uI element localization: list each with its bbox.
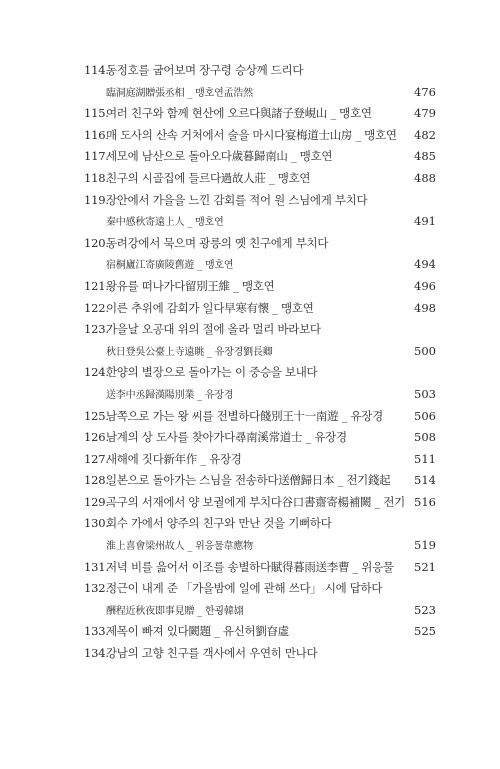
entry-number: 132. xyxy=(84,581,109,596)
toc-entry xyxy=(84,60,436,82)
page-number: 516 xyxy=(414,494,436,509)
entry-title: 세모에 남산으로 돌아오다歲暮歸南山 _ 맹호연 xyxy=(106,149,333,164)
page-number: 503 xyxy=(414,386,436,401)
page-number: 498 xyxy=(414,300,436,315)
toc-entry xyxy=(84,168,436,190)
entry-title: 이른 추위에 감회가 일다早寒有懷 _ 맹호연 xyxy=(106,300,314,315)
entry-number: 117. xyxy=(84,149,109,164)
toc-entry xyxy=(84,427,436,449)
toc-entry xyxy=(84,276,436,298)
entry-title: 한양의 별장으로 돌아가는 이 중승을 보내다 xyxy=(106,365,318,380)
toc-entry-subtitle-row xyxy=(84,384,436,406)
entry-title: 강남의 고향 친구를 객사에서 우연히 만나다 xyxy=(106,646,318,661)
entry-number: 119. xyxy=(84,192,109,207)
entry-subtitle: 秦中感秋寄遠上人 _ 맹호연 xyxy=(106,217,224,229)
page-number: 525 xyxy=(414,624,436,639)
entry-number: 121. xyxy=(84,278,109,293)
entry-number: 131. xyxy=(84,559,109,574)
entry-title: 장안에서 가을을 느낀 감회를 적어 원 스님에게 부치다 xyxy=(106,192,368,207)
page-number: 506 xyxy=(414,408,436,423)
page-number: 476 xyxy=(414,84,436,99)
entry-number: 118. xyxy=(84,170,109,185)
entry-number: 116. xyxy=(84,127,109,142)
toc-entry xyxy=(84,233,436,255)
toc-entry-subtitle-row xyxy=(84,254,436,276)
entry-title: 정근이 내게 준 「가을밤에 일에 관해 쓰다」 시에 답하다 xyxy=(106,581,383,596)
toc-entry xyxy=(84,362,436,384)
page-number: 496 xyxy=(414,278,436,293)
page-number: 500 xyxy=(414,343,436,358)
entry-subtitle: 淮上喜會梁州故人 _ 위응물韋應物 xyxy=(106,541,253,553)
toc-entry-subtitle-row xyxy=(84,341,436,363)
entry-title: 여러 친구와 함께 현산에 오르다與諸子登峴山 _ 맹호연 xyxy=(106,106,372,121)
entry-number: 124. xyxy=(84,365,109,380)
entry-number: 120. xyxy=(84,235,109,250)
toc-entry xyxy=(84,470,436,492)
page-number: 482 xyxy=(414,127,436,142)
entry-title: 저녁 비를 읊어서 이조를 송별하다賦得暮雨送李曹 _ 위응물 xyxy=(106,559,394,574)
toc-entry xyxy=(84,449,436,471)
page-number: 494 xyxy=(414,257,436,272)
toc-entry xyxy=(84,643,436,665)
entry-subtitle: 酬程近秋夜即事見贈 _ 한굉韓翃 xyxy=(106,605,244,617)
entry-title: 가을날 오공대 위의 절에 올라 멀리 바라보다 xyxy=(106,322,321,337)
entry-number: 130. xyxy=(84,516,109,531)
toc-entry xyxy=(84,406,436,428)
entry-number: 128. xyxy=(84,473,109,488)
entry-number: 133. xyxy=(84,624,109,639)
entry-title: 새해에 짓다新年作 _ 유장경 xyxy=(106,451,242,466)
entry-number: 125. xyxy=(84,408,109,423)
entry-title: 매 도사의 산속 거처에서 술을 마시다宴梅道士山房 _ 맹호연 xyxy=(106,127,397,142)
page-number: 521 xyxy=(414,559,436,574)
page-number: 479 xyxy=(414,106,436,121)
toc-entry xyxy=(84,621,436,643)
toc-entry xyxy=(84,190,436,212)
entry-number: 126. xyxy=(84,430,109,445)
toc-entry xyxy=(84,125,436,147)
toc-entry xyxy=(84,492,436,514)
entry-number: 123. xyxy=(84,322,109,337)
toc-entry-subtitle-row xyxy=(84,600,436,622)
toc-entry xyxy=(84,513,436,535)
entry-title: 남계의 상 도사를 찾아가다尋南溪常道士 _ 유장경 xyxy=(106,430,347,445)
entry-number: 115. xyxy=(84,106,109,121)
toc-entry xyxy=(84,103,436,125)
entry-title: 제목이 빠져 있다闕題 _ 유신허劉昚虛 xyxy=(106,624,289,639)
entry-title: 회수 가에서 양주의 친구와 만난 것을 기뻐하다 xyxy=(106,516,332,531)
entry-number: 129. xyxy=(84,494,109,509)
table-of-contents xyxy=(84,60,436,665)
page-number: 491 xyxy=(414,214,436,229)
page-number: 511 xyxy=(414,451,436,466)
toc-entry xyxy=(84,298,436,320)
toc-entry xyxy=(84,557,436,579)
entry-title: 왕유를 떠나가다留別王維 _ 맹호연 xyxy=(106,278,275,293)
entry-subtitle: 臨洞庭湖贈張丞相 _ 맹호연孟浩然 xyxy=(106,87,253,99)
toc-entry xyxy=(84,578,436,600)
page-number: 523 xyxy=(414,602,436,617)
page-number: 519 xyxy=(414,538,436,553)
entry-title: 친구의 시골집에 들르다過故人莊 _ 맹호연 xyxy=(106,170,311,185)
entry-title: 동려강에서 묵으며 광릉의 옛 친구에게 부치다 xyxy=(106,235,329,250)
toc-entry-subtitle-row xyxy=(84,82,436,104)
entry-title: 남쪽으로 가는 왕 씨를 전별하다餞別王十一南遊 _ 유장경 xyxy=(106,408,383,423)
entry-subtitle: 送李中丞歸漢陽別業 _ 유장경 xyxy=(106,389,234,401)
page-number: 488 xyxy=(414,170,436,185)
entry-subtitle: 宿桐廬江寄廣陵舊遊 _ 맹호연 xyxy=(106,260,234,272)
entry-subtitle: 秋日登吳公臺上寺遠眺 _ 유장경劉長卿 xyxy=(106,346,273,358)
entry-number: 122. xyxy=(84,300,109,315)
entry-title: 동정호를 굽어보며 장구령 승상께 드리다 xyxy=(106,63,304,77)
page-number: 514 xyxy=(414,473,436,488)
toc-entry-subtitle-row xyxy=(84,535,436,557)
toc-entry xyxy=(84,319,436,341)
entry-title: 곡구의 서재에서 양 보궐에게 부치다谷口書齋寄楊補闕 _ 전기 xyxy=(106,494,405,509)
entry-number: 127. xyxy=(84,451,109,466)
page-number: 485 xyxy=(414,149,436,164)
entry-title: 일본으로 돌아가는 스님을 전송하다送僧歸日本 _ 전기錢起 xyxy=(106,473,391,488)
entry-number: 114. xyxy=(84,63,109,77)
page-number: 508 xyxy=(414,430,436,445)
toc-entry xyxy=(84,146,436,168)
entry-number: 134. xyxy=(84,646,109,661)
toc-entry-subtitle-row xyxy=(84,211,436,233)
